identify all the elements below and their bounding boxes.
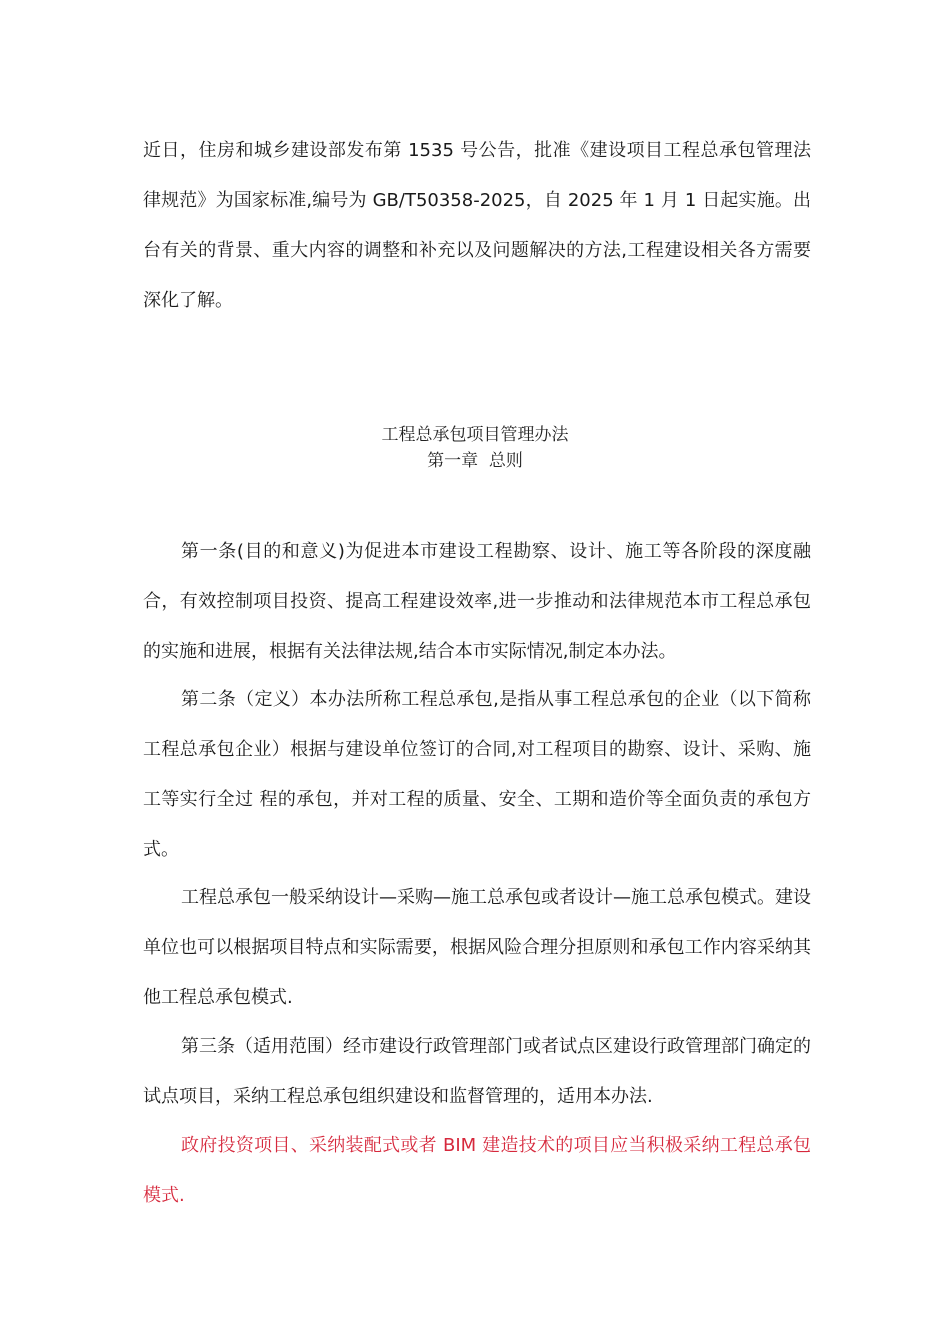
- chapter-title: 第一章 总则: [427, 451, 523, 471]
- document-title: 工程总承包项目管理办法: [381, 425, 569, 445]
- article-3: 第三条（适用范围）经市建设行政管理部门或者试点区建设行政管理部门确定的试点项目，采纳工程总承包组织建设和监督管理的，适用本办法.: [143, 1036, 811, 1107]
- article-2-continuation: 工程总承包一般采纳设计—采购—施工总承包或者设计—施工总承包模式。建设单位也可以根据项目特点和实际需要，根据风险合理分担原则和承包工作内容采纳其他工程总承包模式.: [143, 887, 811, 1008]
- intro-paragraph: 近日，住房和城乡建设部发布第 1535 号公告，批准《建设项目工程总承包管理法律规范》为国家标准,编号为 GB/T50358-2025，自 2025 年 1 月 1 日起实施。出台有关的背景、重大内容的调整和补充以及问题解决的方法,工程建设相关各方需要深化了解。: [143, 140, 811, 311]
- article-2: 第二条（定义）本办法所称工程总承包,是指从事工程总承包的企业（以下简称工程总承包企业）根据与建设单位签订的合同,对工程项目的勘察、设计、采购、施工等实行全过 程的承包，并对工程的质量、安全、工期和造价等全面负责的承包方式。: [143, 689, 811, 860]
- highlighted-paragraph: 政府投资项目、采纳装配式或者 BIM 建造技术的项目应当积极采纳工程总承包模式.: [143, 1135, 811, 1206]
- title-block: [0, 422, 950, 474]
- article-1: 第一条(目的和意义)为促进本市建设工程勘察、设计、施工等各阶段的深度融合，有效控制项目投资、提高工程建设效率,进一步推动和法律规范本市工程总承包的实施和进展，根据有关法律法规,结合本市实际情况,制定本办法。: [143, 541, 811, 662]
